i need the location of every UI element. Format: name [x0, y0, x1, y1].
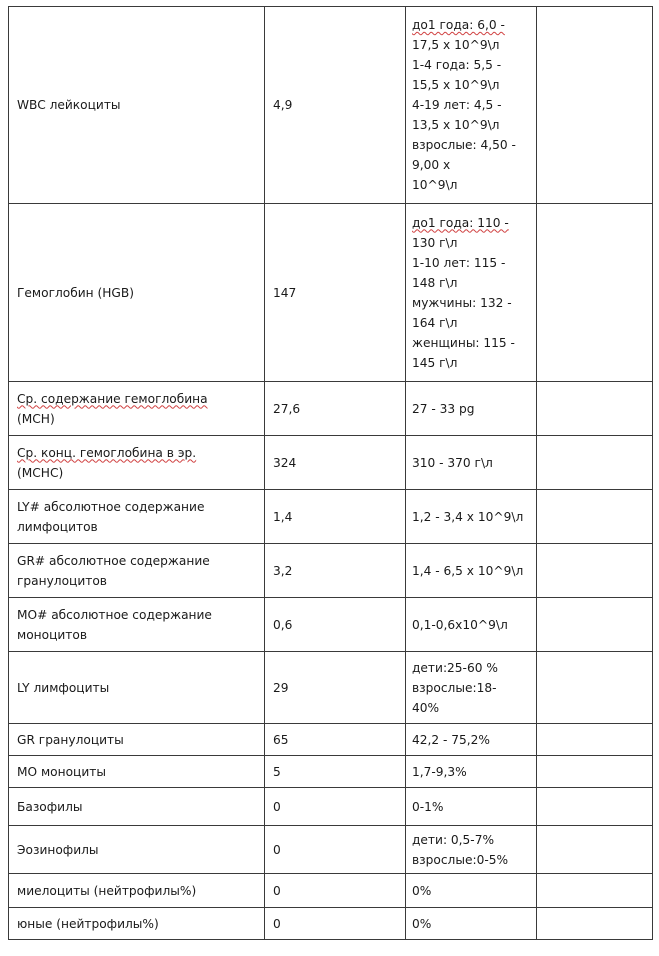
notes-cell	[537, 652, 653, 724]
table-row	[9, 544, 653, 598]
reference-range-cell: 0,1-0,6x10^9\л	[406, 598, 537, 652]
table-row	[9, 436, 653, 490]
test-name-cell: миелоциты (нейтрофилы%)	[9, 874, 265, 908]
test-name-cell: GR# абсолютное содержание гранулоцитов	[9, 544, 265, 598]
table-row	[9, 490, 653, 544]
test-name-cell: Эозинофилы	[9, 826, 265, 874]
table-row	[9, 826, 653, 874]
result-value-cell: 4,9	[265, 7, 406, 204]
result-value-cell: 147	[265, 204, 406, 382]
result-value-cell: 5	[265, 756, 406, 788]
table-row	[9, 724, 653, 756]
reference-range-cell: 1,4 - 6,5 x 10^9\л	[406, 544, 537, 598]
test-name-cell: MO# абсолютное содержание моноцитов	[9, 598, 265, 652]
test-name-cell: Базофилы	[9, 788, 265, 826]
result-value-cell: 65	[265, 724, 406, 756]
test-name-cell: LY# абсолютное содержание лимфоцитов	[9, 490, 265, 544]
notes-cell	[537, 204, 653, 382]
test-name-cell: Ср. конц. гемоглобина в эр. (MCHC)	[9, 436, 265, 490]
result-value-cell: 0	[265, 826, 406, 874]
notes-cell	[537, 598, 653, 652]
result-value-cell: 0	[265, 908, 406, 940]
test-name-cell: MO моноциты	[9, 756, 265, 788]
table-row	[9, 908, 653, 940]
notes-cell	[537, 7, 653, 204]
notes-cell	[537, 382, 653, 436]
notes-cell	[537, 724, 653, 756]
reference-range-cell: 0%	[406, 874, 537, 908]
result-value-cell: 29	[265, 652, 406, 724]
reference-range-cell: 0%	[406, 908, 537, 940]
test-name-cell: GR гранулоциты	[9, 724, 265, 756]
table-row	[9, 652, 653, 724]
result-value-cell: 324	[265, 436, 406, 490]
notes-cell	[537, 490, 653, 544]
result-value-cell: 27,6	[265, 382, 406, 436]
table-row	[9, 382, 653, 436]
reference-range-cell: 1,7-9,3%	[406, 756, 537, 788]
table-row	[9, 204, 653, 382]
reference-range-cell: 310 - 370 г\л	[406, 436, 537, 490]
result-value-cell: 0,6	[265, 598, 406, 652]
table-row	[9, 874, 653, 908]
reference-range-cell: 27 - 33 pg	[406, 382, 537, 436]
table-row	[9, 788, 653, 826]
notes-cell	[537, 788, 653, 826]
result-value-cell: 0	[265, 788, 406, 826]
reference-range-cell: до1 года: 6,0 - 17,5 x 10^9\л 1-4 года: 5,5 - 15,5 x 10^9\л 4-19 лет: 4,5 - 13,5 x 10^9\л взрослые: 4,50 - 9,00 x 10^9\л	[406, 7, 537, 204]
reference-range-cell: 1,2 - 3,4 x 10^9\л	[406, 490, 537, 544]
test-name-cell: Гемоглобин (HGB)	[9, 204, 265, 382]
test-name-cell: юные (нейтрофилы%)	[9, 908, 265, 940]
reference-range-cell: 0-1%	[406, 788, 537, 826]
table-row	[9, 598, 653, 652]
document-page	[8, 6, 653, 940]
notes-cell	[537, 826, 653, 874]
test-name-cell: Ср. содержание гемоглобина (MCH)	[9, 382, 265, 436]
reference-range-cell: до1 года: 110 - 130 г\л 1-10 лет: 115 - 148 г\л мужчины: 132 - 164 г\л женщины: 115 - 145 г\л	[406, 204, 537, 382]
notes-cell	[537, 544, 653, 598]
notes-cell	[537, 874, 653, 908]
blood-test-table	[8, 6, 653, 940]
table-row	[9, 7, 653, 204]
result-value-cell: 1,4	[265, 490, 406, 544]
result-value-cell: 3,2	[265, 544, 406, 598]
reference-range-cell: 42,2 - 75,2%	[406, 724, 537, 756]
reference-range-cell: дети:25-60 % взрослые:18- 40%	[406, 652, 537, 724]
notes-cell	[537, 436, 653, 490]
table-row	[9, 756, 653, 788]
test-name-cell: WBC лейкоциты	[9, 7, 265, 204]
notes-cell	[537, 756, 653, 788]
notes-cell	[537, 908, 653, 940]
reference-range-cell: дети: 0,5-7% взрослые:0-5%	[406, 826, 537, 874]
test-name-cell: LY лимфоциты	[9, 652, 265, 724]
result-value-cell: 0	[265, 874, 406, 908]
